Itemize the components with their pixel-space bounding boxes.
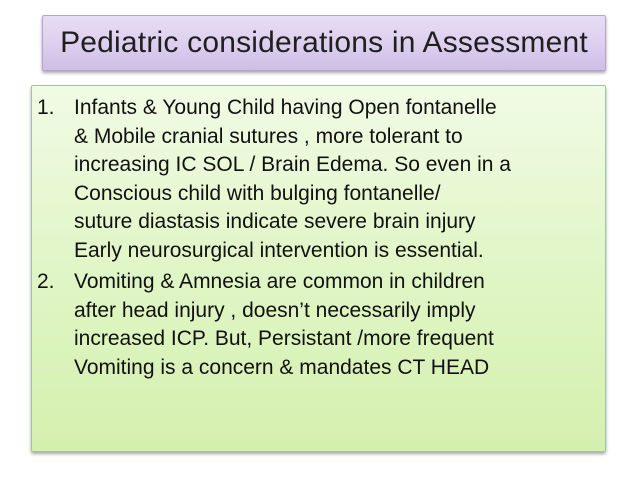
point-1-line-6: Early neurosurgical intervention is essential.: [74, 238, 484, 262]
list-number: 2.: [37, 270, 55, 293]
point-2-line-4: Vomiting is a concern & mandates CT HEAD: [74, 355, 490, 379]
title-box: [42, 15, 606, 71]
point-1-line-1: Infants & Young Child having Open fontanelle: [74, 96, 497, 119]
list-number: 1.: [37, 96, 55, 119]
list-item-1: [37, 94, 595, 265]
point-2-line-2: after head injury , doesn’t necessarily imply: [74, 298, 476, 322]
list-item-2: [37, 268, 595, 382]
point-list: [37, 94, 595, 382]
slide-title: Pediatric considerations in Assessment: [60, 26, 588, 59]
point-1-line-2: & Mobile cranial sutures , more tolerant to: [74, 124, 463, 148]
point-2-line-1: Vomiting & Amnesia are common in children: [74, 270, 485, 293]
point-1-line-4: Conscious child with bulging fontanelle/: [74, 181, 441, 205]
point-2-line-3: increased ICP. But, Persistant /more frequent: [74, 327, 494, 350]
point-1-line-5: suture diastasis indicate severe brain injury: [74, 210, 476, 233]
content-box: [31, 85, 606, 452]
point-1-line-3: increasing IC SOL / Brain Edema. So even in a: [74, 153, 511, 176]
